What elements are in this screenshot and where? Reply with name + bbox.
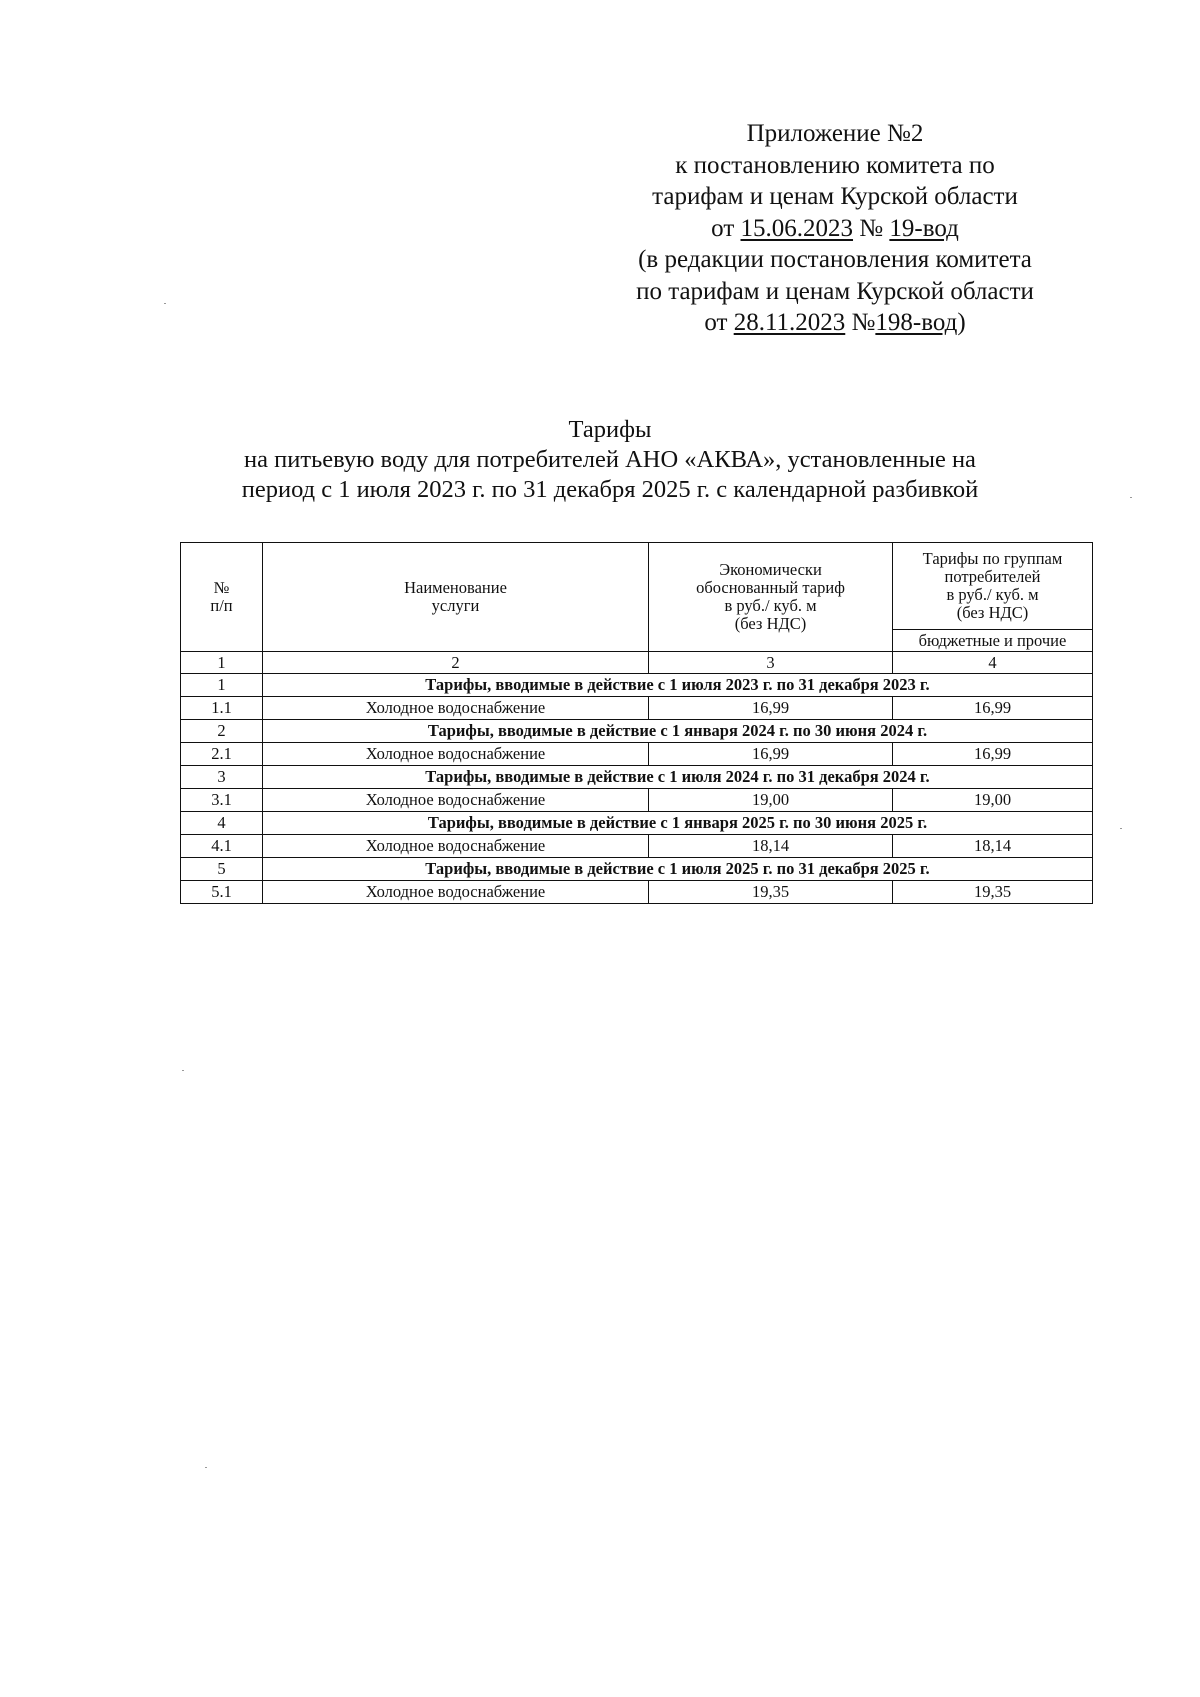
row-group-tariff: 16,99 (893, 743, 1093, 766)
resolution-date: 15.06.2023 (740, 214, 854, 242)
period-num: 3 (181, 766, 263, 789)
row-economic-tariff: 19,35 (649, 881, 893, 904)
suffix: ) (957, 309, 966, 336)
document-title (150, 415, 1070, 505)
table-row (181, 881, 1093, 904)
period-row (181, 720, 1093, 743)
resolution-number: 19-вод (889, 214, 959, 242)
appendix-line: к постановлению комитета по (675, 151, 995, 179)
row-economic-tariff: 19,00 (649, 789, 893, 812)
row-service: Холодное водоснабжение (263, 835, 649, 858)
period-label: Тарифы, вводимые в действие с 1 января 2024 г. по 30 июня 2024 г. (263, 720, 1093, 743)
amendment-date: 28.11.2023 (733, 309, 846, 336)
row-service: Холодное водоснабжение (263, 697, 649, 720)
header-economic-tariff: Экономически обоснованный тариф в руб./ куб. м (без НДС) (649, 543, 893, 652)
scan-speck (205, 1467, 207, 1468)
row-group-tariff: 19,35 (893, 881, 1093, 904)
column-number: 1 (181, 652, 263, 674)
row-num: 2.1 (181, 743, 263, 766)
header-num: № п/п (181, 543, 263, 652)
row-group-tariff: 19,00 (893, 789, 1093, 812)
scan-speck (164, 303, 166, 304)
table-row (181, 789, 1093, 812)
period-num: 2 (181, 720, 263, 743)
scan-speck (1120, 828, 1122, 829)
row-economic-tariff: 16,99 (649, 743, 893, 766)
column-number: 4 (893, 652, 1093, 674)
row-num: 5.1 (181, 881, 263, 904)
row-group-tariff: 16,99 (893, 697, 1093, 720)
row-economic-tariff: 18,14 (649, 835, 893, 858)
period-num: 1 (181, 674, 263, 697)
tariff-table (180, 542, 1093, 904)
header-row (181, 543, 1093, 630)
period-row (181, 674, 1093, 697)
prefix: от (704, 309, 728, 336)
scan-speck (1130, 497, 1132, 498)
appendix-line: по тарифам и ценам Курской области (636, 277, 1034, 305)
scan-speck (182, 1070, 184, 1071)
period-label: Тарифы, вводимые в действие с 1 июля 2024 г. по 31 декабря 2024 г. (263, 766, 1093, 789)
row-num: 3.1 (181, 789, 263, 812)
row-service: Холодное водоснабжение (263, 789, 649, 812)
row-service: Холодное водоснабжение (263, 881, 649, 904)
row-service: Холодное водоснабжение (263, 743, 649, 766)
prefix: от (711, 214, 735, 242)
row-group-tariff: 18,14 (893, 835, 1093, 858)
column-number-row (181, 652, 1093, 674)
appendix-line: тарифам и ценам Курской области (652, 183, 1018, 210)
appendix-line: Приложение №2 (746, 120, 924, 147)
header-group-subtype: бюджетные и прочие (893, 630, 1093, 652)
table-row (181, 743, 1093, 766)
period-label: Тарифы, вводимые в действие с 1 июля 2025 г. по 31 декабря 2025 г. (263, 858, 1093, 881)
table-row (181, 697, 1093, 720)
appendix-resolution-ref (590, 213, 1080, 245)
period-num: 5 (181, 858, 263, 881)
period-label: Тарифы, вводимые в действие с 1 июля 2023 г. по 31 декабря 2023 г. (263, 674, 1093, 697)
row-economic-tariff: 16,99 (649, 697, 893, 720)
title-line: Тарифы (568, 416, 652, 443)
column-number: 3 (649, 652, 893, 674)
title-line: период с 1 июля 2023 г. по 31 декабря 2025 г. с календарной разбивкой (241, 476, 979, 503)
table-row (181, 835, 1093, 858)
appendix-amendment-ref (590, 307, 1080, 339)
period-row (181, 858, 1093, 881)
row-num: 1.1 (181, 697, 263, 720)
row-num: 4.1 (181, 835, 263, 858)
number-sign: № (851, 309, 876, 336)
appendix-line: (в редакции постановления комитета (638, 246, 1032, 273)
header-group-tariff: Тарифы по группам потребителей в руб./ куб. м (без НДС) (893, 543, 1093, 630)
period-num: 4 (181, 812, 263, 835)
appendix-header (590, 118, 1080, 339)
header-service-name: Наименование услуги (263, 543, 649, 652)
column-number: 2 (263, 652, 649, 674)
amendment-number: 198-вод (875, 309, 958, 336)
number-sign: № (859, 214, 884, 242)
period-row (181, 766, 1093, 789)
period-label: Тарифы, вводимые в действие с 1 января 2025 г. по 30 июня 2025 г. (263, 812, 1093, 835)
period-row (181, 812, 1093, 835)
title-line: на питьевую воду для потребителей АНО «АКВА», установленные на (244, 446, 976, 473)
